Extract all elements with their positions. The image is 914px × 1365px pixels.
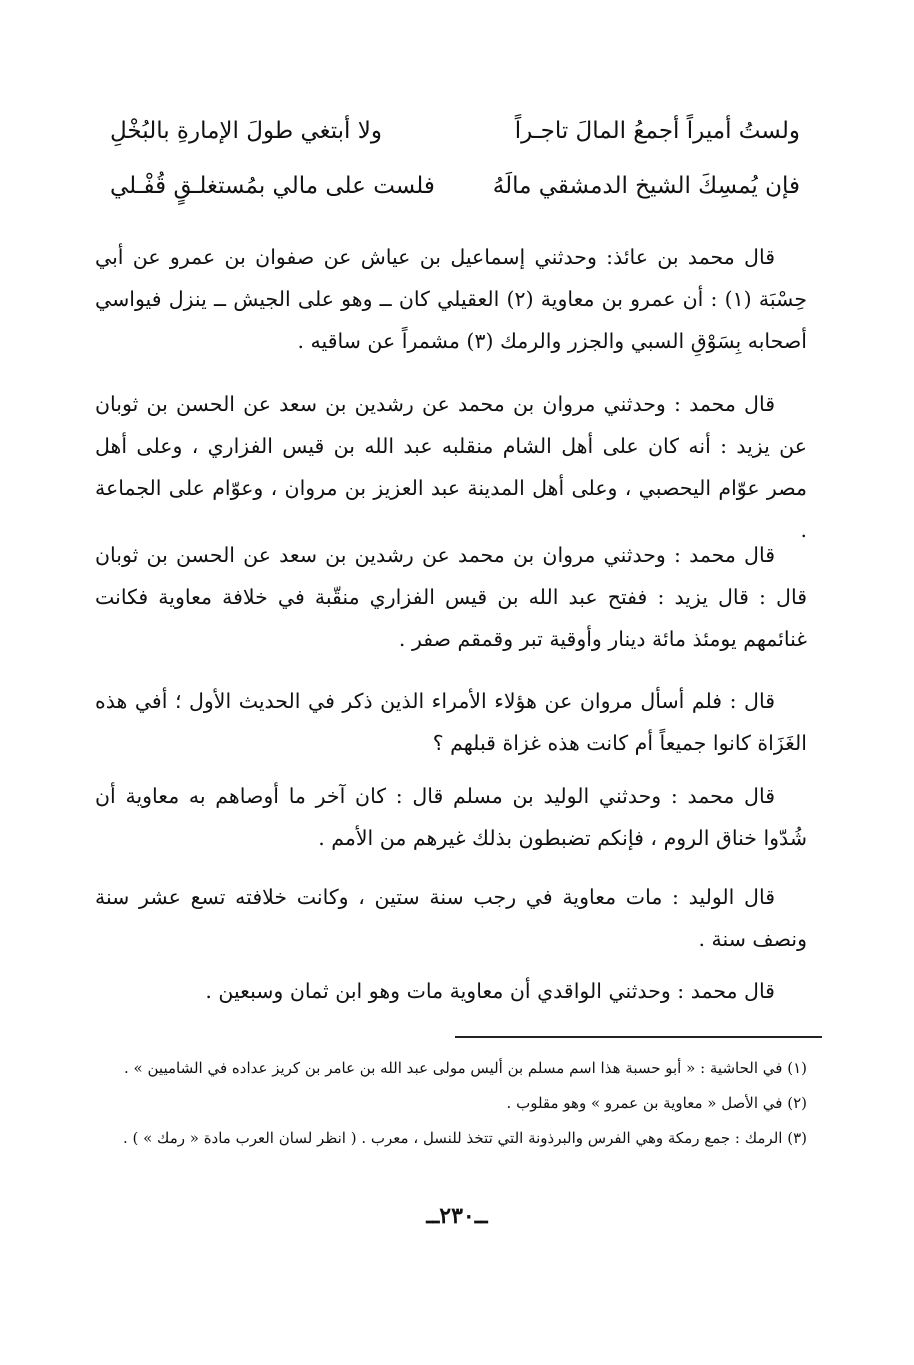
footnote-3: (٣) الرمك : جمع رمكة وهي الفرس والبرذونة التي تتخذ للنسل ، معرب . ( انظر لسان العرب مادة « رمك » ) . [122, 1129, 807, 1147]
verse-line-2 [110, 173, 800, 213]
verse-2-second-hemistich: فلست على مالي بمُستغلـقٍ قُفْـلي [110, 173, 435, 199]
paragraph-3: قال محمد : وحدثني مروان بن محمد عن رشدين بن سعد عن الحسن بن ثوبان قال : قال يزيد : ففتح عبد الله بن قيس الفزاري منقّبة في خلافة معاوية فكانت غنائمهم يومئذ مائة دينار وأوقية تبر وقمقم صفر . [95, 543, 807, 651]
paragraph-5: قال محمد : وحدثني الوليد بن مسلم قال : كان آخر ما أوصاهم به معاوية أن شُدّوا خناق الروم ، فإنكم تضبطون بذلك غيرهم من الأمم . [95, 784, 807, 850]
page-number: ــ٢٣٠ــ [426, 1203, 488, 1229]
paragraph-7: قال محمد : وحدثني الواقدي أن معاوية مات وهو ابن ثمان وسبعين . [205, 979, 775, 1003]
verse-line-1 [110, 118, 800, 158]
paragraph-2: قال محمد : وحدثني مروان بن محمد عن رشدين بن سعد عن الحسن بن ثوبان عن يزيد : أنه كان على أهل الشام منقلبه عبد الله بن قيس الفزاري ، وعلى أهل مصر عوّام اليحصبي ، وعلى أهل المدينة عبد العزيز بن مروان ، وعوّام على الجماعة . [95, 392, 807, 542]
verse-1-second-hemistich: ولا أبتغي طولَ الإمارةِ بالبُخْلِ [110, 118, 382, 144]
footnote-divider [455, 1036, 822, 1038]
paragraph-6: قال الوليد : مات معاوية في رجب سنة ستين ، وكانت خلافته تسع عشر سنة ونصف سنة . [95, 885, 807, 951]
footnote-1: (١) في الحاشية : « أبو حسبة هذا اسم مسلم بن أليس مولى عبد الله بن عامر بن كريز عداده في الشاميين » . [124, 1059, 807, 1077]
footnote-2: (٢) في الأصل « معاوية بن عمرو » وهو مقلوب . [506, 1094, 807, 1112]
verse-1-first-hemistich: ولستُ أميراً أجمعُ المالَ تاجـراً [514, 118, 800, 144]
paragraph-4: قال : فلم أسأل مروان عن هؤلاء الأمراء الذين ذكر في الحديث الأول ؛ أفي هذه الغَزَاة كانوا جميعاً أم كانت هذه غزاة قبلهم ؟ [95, 689, 807, 755]
paragraph-1: قال محمد بن عائذ: وحدثني إسماعيل بن عياش عن صفوان بن عمرو عن أبي حِسْبَة (١) : أن عمرو بن معاوية (٢) العقيلي كان ــ وهو على الجيش ــ ينزل فيواسي أصحابه بِسَوْقِ السبي والجزر والرمك (٣) مشمراً عن ساقيه . [95, 245, 807, 353]
verse-2-first-hemistich: فإن يُمسِكَ الشيخ الدمشقي مالَهُ [492, 173, 800, 199]
